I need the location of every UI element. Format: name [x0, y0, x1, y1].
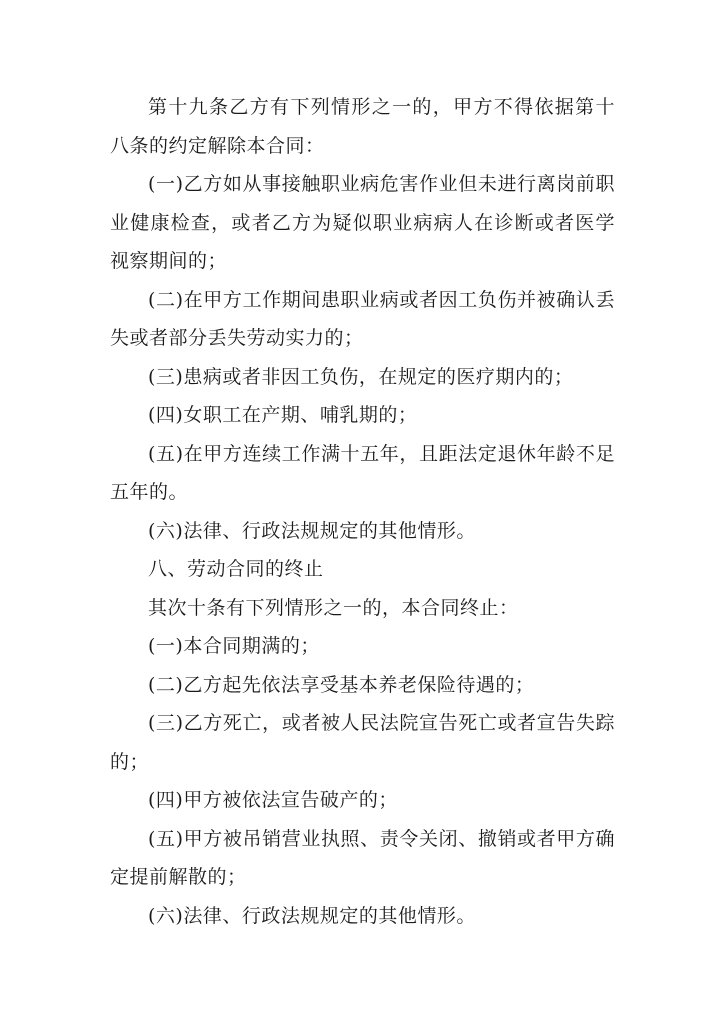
document-body — [110, 88, 615, 935]
article-19-item-5: (五)在甲方连续工作满十五年，且距法定退休年龄不足五年的。 — [110, 442, 615, 503]
section-heading-termination: 八、劳动合同的终止 — [148, 558, 324, 580]
article-20-item-1: (一)本合同期满的； — [148, 635, 320, 657]
article-20-item-5: (五)甲方被吊销营业执照、责令关闭、撤销或者甲方确定提前解散的； — [110, 827, 615, 888]
article-20-item-4: (四)甲方被依法宣告破产的； — [148, 789, 398, 811]
article-20-item-2: (二)乙方起先依法享受基本养老保险待遇的； — [148, 673, 535, 696]
article-19-item-3: (三)患病或者非因工负伤，在规定的医疗期内的； — [148, 365, 574, 388]
article-19-item-6: (六)法律、行政法规规定的其他情形。 — [148, 519, 476, 542]
article-19-item-4: (四)女职工在产期、哺乳期的； — [148, 404, 418, 426]
article-20-item-6: (六)法律、行政法规规定的其他情形。 — [148, 904, 476, 927]
article-20-item-3: (三)乙方死亡，或者被人民法院宣告死亡或者宣告失踪的； — [110, 712, 615, 773]
article-19-intro: 第十九条乙方有下列情形之一的，甲方不得依据第十八条的约定解除本合同： — [110, 96, 615, 157]
article-19-item-1: (一)乙方如从事接触职业病危害作业但未进行离岗前职业健康检查，或者乙方为疑似职业病病人在诊断或者医学视察期间的； — [110, 173, 615, 272]
article-19-item-2: (二)在甲方工作期间患职业病或者因工负伤并被确认丢失或者部分丢失劳动实力的； — [110, 288, 615, 349]
article-20-intro: 其次十条有下列情形之一的，本合同终止： — [148, 596, 519, 619]
